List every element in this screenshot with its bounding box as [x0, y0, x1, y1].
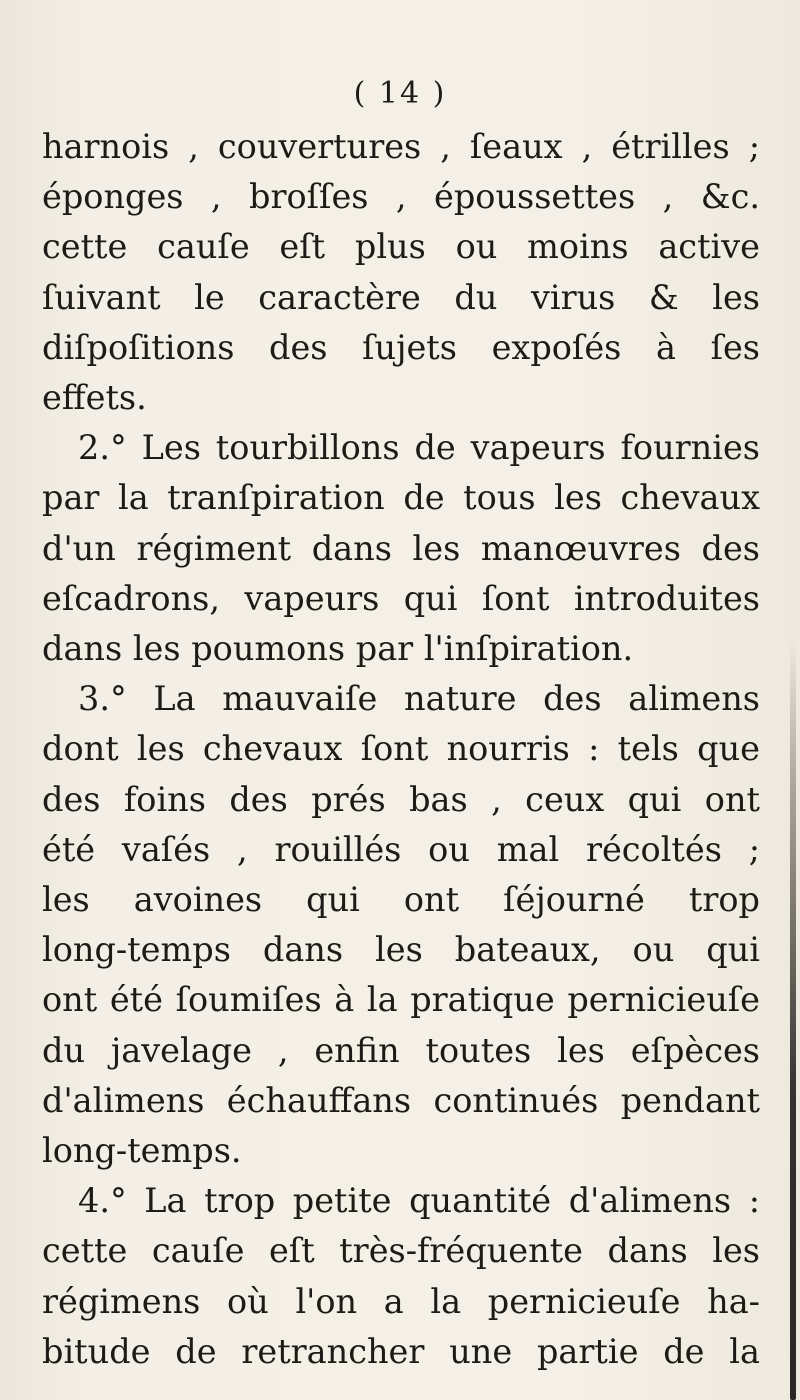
text-line-9: d'un régiment dans les manœuvres des [42, 528, 760, 568]
text-line-11: dans les poumons par l'inſpiration. [42, 629, 634, 669]
text-line-23: cette cauſe eſt très-fréquente dans les [42, 1231, 760, 1271]
text-line-15: été vaſés , rouillés ou mal récoltés ; [42, 829, 760, 869]
text-line-19: du javelage , enfin toutes les eſpèces [42, 1030, 760, 1070]
text-line-6: effets. [42, 378, 147, 418]
text-line-16: les avoines qui ont ſéjourné trop [42, 880, 760, 920]
text-line-5: diſpoſitions des ſujets expoſés à ſes [42, 327, 760, 367]
text-line-21: long-temps. [42, 1131, 242, 1171]
text-line-2: éponges , broſſes , époussettes , &c. [42, 177, 760, 217]
text-line-1: harnois , couvertures , ſeaux , étrilles ; [42, 127, 760, 166]
text-line-12: 3.° La mauvaiſe nature des alimens [78, 679, 760, 719]
text-line-3: cette cauſe eſt plus ou moins active [42, 227, 760, 267]
text-line-10: eſcadrons, vapeurs qui ſont introduites [42, 578, 760, 618]
text-line-17: long-temps dans les bateaux, ou qui [42, 930, 760, 970]
text-line-7: 2.° Les tourbillons de vapeurs fournies [78, 428, 760, 468]
body-text [42, 122, 760, 1377]
page-number: ( 14 ) [353, 76, 447, 111]
text-line-14: des foins des prés bas , ceux qui ont [42, 779, 760, 819]
text-line-13: dont les chevaux ſont nourris : tels que [42, 729, 760, 769]
text-line-8: par la tranſpiration de tous les chevaux [42, 478, 760, 518]
text-line-4: ſuivant le caractère du virus & les [42, 277, 760, 317]
text-line-18: ont été ſoumiſes à la pratique pernicieuſe [42, 980, 760, 1020]
text-line-22: 4.° La trop petite quantité d'alimens : [78, 1181, 760, 1221]
text-line-25: bitude de retrancher une partie de la [42, 1331, 760, 1371]
text-line-24: régimens où l'on a la pernicieuſe ha- [42, 1281, 760, 1321]
page-edge-shadow [790, 640, 796, 1400]
text-line-20: d'alimens échauffans continués pendant [42, 1080, 760, 1120]
